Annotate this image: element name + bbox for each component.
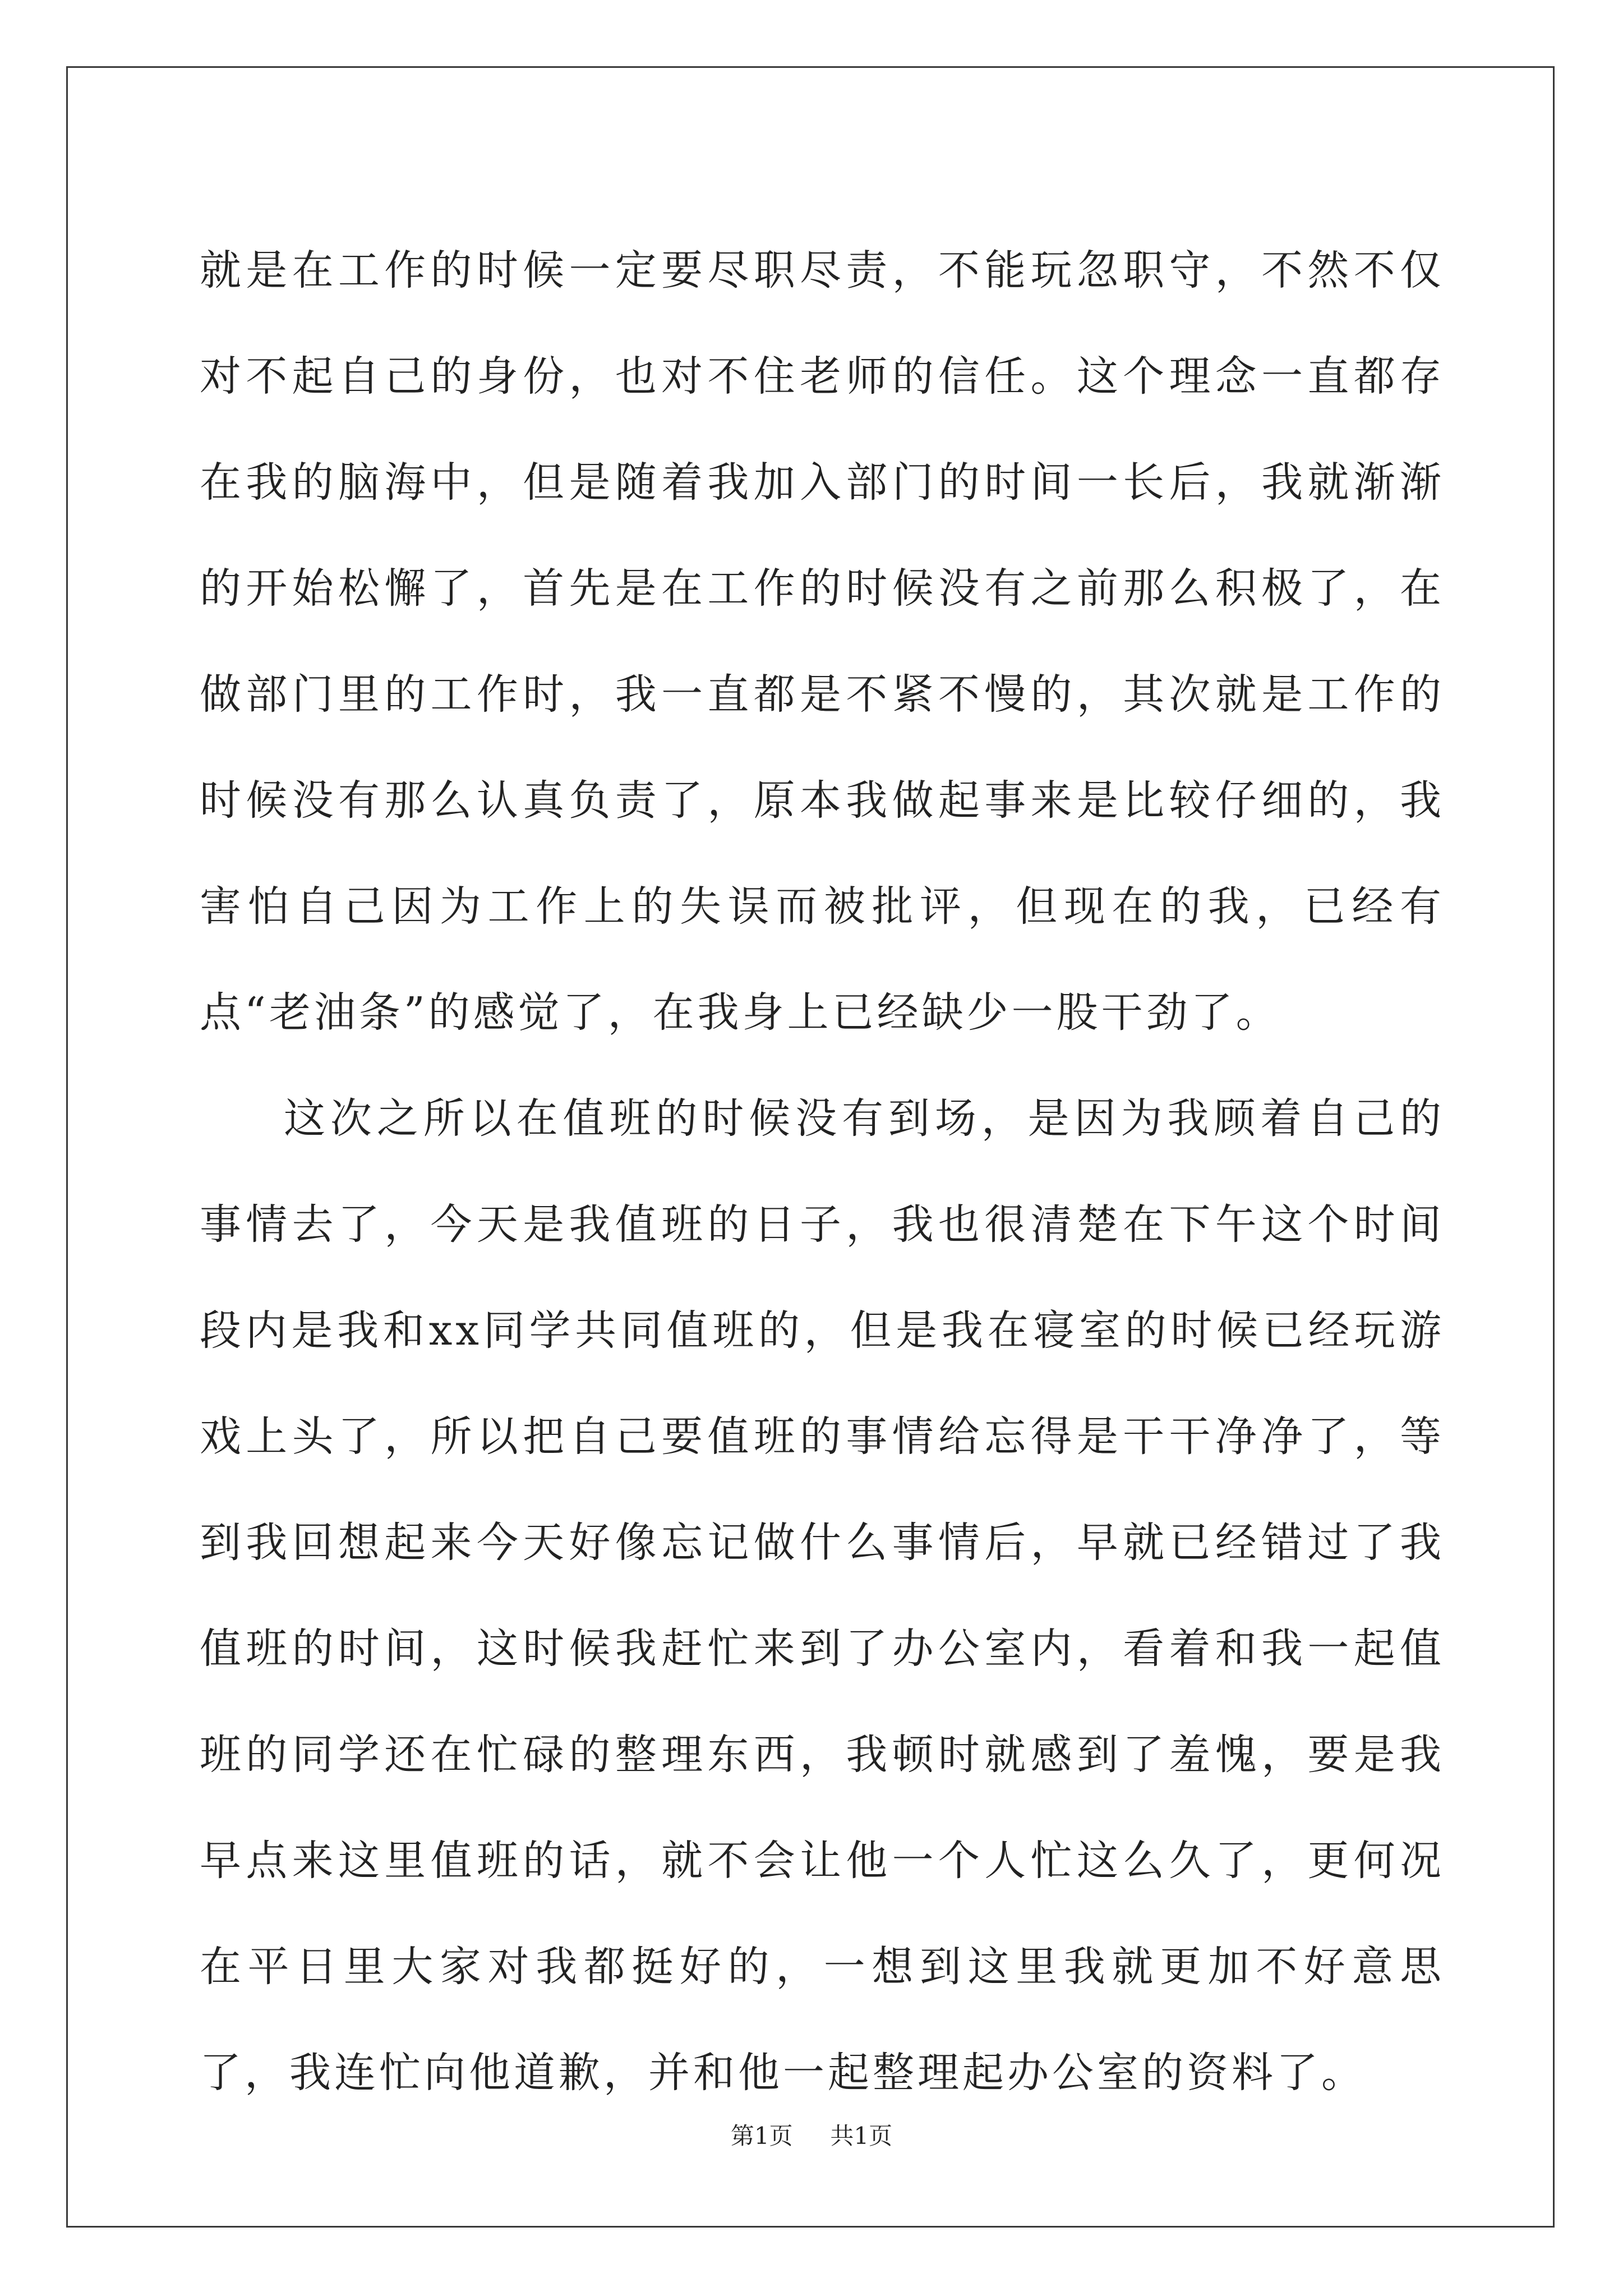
paragraph-1: 就是在工作的时候一定要尽职尽责，不能玩忽职守，不然不仅对不起自己的身份，也对不住老师的信任。这个理念一直都存在我的脑海中，但是随着我加入部门的时间一长后，我就渐渐的开始松懈了，首先是在工作的时候没有之前那么积极了，在做部门里的工作时，我一直都是不紧不慢的，其次就是工作的时候没有那么认真负责了，原本我做起事来是比较仔细的，我害怕自己因为工作上的失误而被批评，但现在的我，已经有点“老油条”的感觉了，在我身上已经缺少一股干劲了。 <box>200 246 1445 1037</box>
paragraph-2: 这次之所以在值班的时候没有到场，是因为我顾着自己的事情去了，今天是我值班的日子，我也很清楚在下午这个时间段内是我和xx同学共同值班的，但是我在寝室的时候已经玩游戏上头了，所以把自己要值班的事情给忘得是干干净净了，等到我回想起来今天好像忘记做什么事情后，早就已经错过了我值班的时间，这时候我赶忙来到了办公室内，看着和我一起值班的同学还在忙碌的整理东西，我顿时就感到了羞愧，要是我早点来这里值班的话，就不会让他一个人忙这么久了，更何况在平日里大家对我都挺好的，一想到这里我就更加不好意思了，我连忙向他道歉，并和他一起整理起办公室的资料了。 <box>200 1094 1445 2097</box>
document-body <box>200 218 1445 2126</box>
page-number-total: 共1页 <box>830 2122 893 2150</box>
page-footer <box>0 2118 1623 2151</box>
page-number-current: 第1页 <box>730 2122 793 2150</box>
